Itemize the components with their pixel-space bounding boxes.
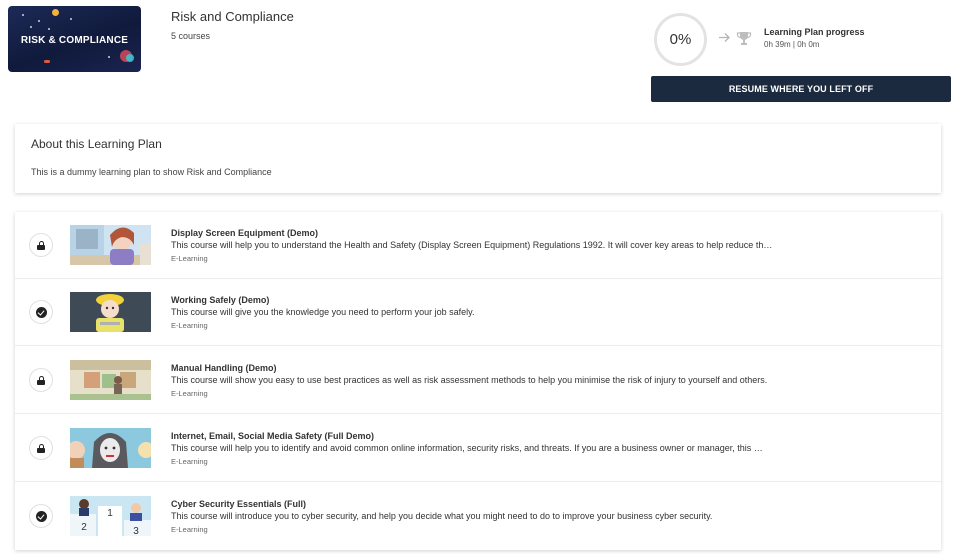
course-type: E-Learning [171,525,208,534]
course-description: This course will show you easy to use best practices as well as risk assessment methods to help you minimise the risk of injury to yourself and others. [171,375,768,385]
course-description: This course will help you to understand the Health and Safety (Display Screen Equipment) Regulations 1992. It will cover key areas to help reduce th… [171,240,773,250]
podium-number: 3 [133,526,139,536]
status-badge [29,504,53,528]
course-thumbnail [70,360,151,400]
resume-button[interactable]: RESUME WHERE YOU LEFT OFF [651,76,951,102]
podium-number: 1 [107,508,113,519]
course-row[interactable] [15,279,941,346]
lock-icon [37,241,45,250]
course-type: E-Learning [171,321,208,330]
lock-icon [37,376,45,385]
lock-icon [37,444,45,453]
page-title: Risk and Compliance [171,9,294,24]
status-badge [29,233,53,257]
course-thumbnail [70,225,151,265]
about-card [15,124,941,193]
progress-circle [654,13,707,66]
progress-label: Learning Plan progress [764,27,865,37]
course-count: 5 courses [171,31,211,41]
course-list [15,212,941,550]
course-thumbnail [70,496,151,536]
course-description: This course will give you the knowledge you need to perform your job safely. [171,307,475,317]
course-name[interactable]: Internet, Email, Social Media Safety (Full Demo) [171,431,375,441]
check-circle-icon [36,307,47,318]
check-circle-icon [36,511,47,522]
status-badge [29,436,53,460]
status-badge [29,368,53,392]
course-type: E-Learning [171,457,208,466]
course-thumbnail [70,292,151,332]
arrow-right-icon [718,31,731,44]
about-title: About this Learning Plan [31,137,162,151]
plan-thumbnail [8,6,141,72]
course-row[interactable] [15,347,941,414]
course-name[interactable]: Manual Handling (Demo) [171,363,277,373]
course-thumbnail [70,428,151,468]
course-name[interactable]: Display Screen Equipment (Demo) [171,228,319,238]
course-row[interactable] [15,212,941,279]
progress-percent: 0% [669,31,692,48]
course-name[interactable]: Cyber Security Essentials (Full) [171,499,307,509]
course-description: This course will help you to identify and avoid common online information, security risks, and threats. If you are a business owner or manager, this … [171,443,763,453]
about-description: This is a dummy learning plan to show Risk and Compliance [31,167,272,177]
progress-time: 0h 39m | 0h 0m [764,40,820,49]
plan-thumbnail-text: RISK & COMPLIANCE [20,35,129,46]
course-row[interactable] [15,415,941,482]
trophy-icon [736,30,752,46]
course-type: E-Learning [171,389,208,398]
course-name[interactable]: Working Safely (Demo) [171,295,270,305]
course-description: This course will introduce you to cyber security, and help you decide what you might need to do to improve your business cyber security. [171,511,713,521]
status-badge [29,300,53,324]
podium-number: 2 [81,522,87,533]
course-row[interactable] [15,483,941,550]
course-type: E-Learning [171,254,208,263]
